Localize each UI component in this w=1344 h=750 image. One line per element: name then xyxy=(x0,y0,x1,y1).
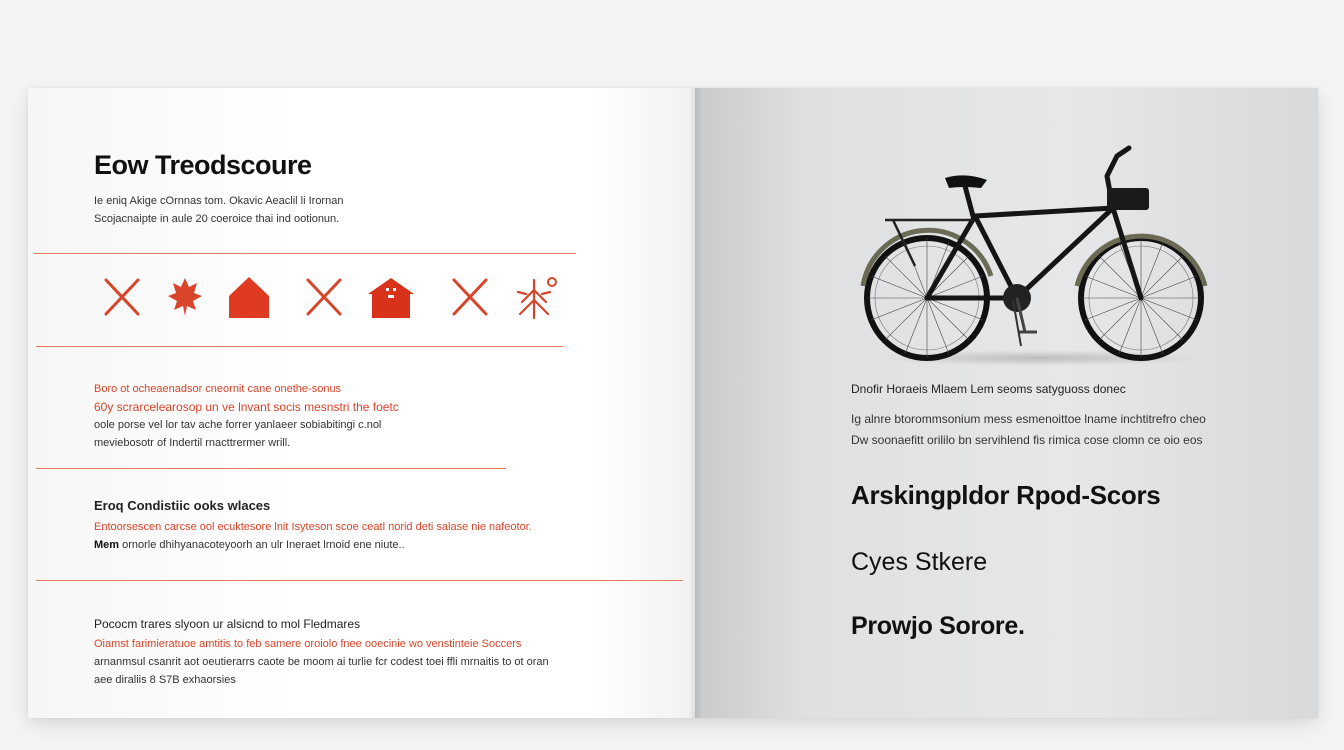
maple-leaf-icon xyxy=(160,272,210,322)
intro-line: Scojacnaipte in aule 20 coeroice thai ind ootionun. xyxy=(94,213,340,225)
image-caption: Dnofir Horaeis Mlaem Lem seoms satyguoss donec xyxy=(851,382,1126,396)
section-3-red-line: Oiamst farimieratuoe amtitis to feb samere oroiolo fnee ooecinie wo venstinteie Soccers xyxy=(94,638,522,650)
section-2-bold-word: Mem xyxy=(94,539,120,551)
house-icon xyxy=(224,272,274,322)
bicycle-image xyxy=(845,136,1225,376)
intro-line: Ie eniq Akige cOrnnas tom. Okavic Aeaclil li Irornan xyxy=(94,195,344,207)
section-3-heading: Pococm trares slyoon ur alsicnd to mol Fledmares xyxy=(94,617,361,631)
section-2 xyxy=(94,497,664,554)
x-mark-icon xyxy=(96,272,146,322)
section-1-line: meviebosotr of Indertil rnacttrermer wrill. xyxy=(94,437,291,449)
section-3 xyxy=(94,615,664,689)
section-2-heading-text: Eroq Condistiic ooks wlaces xyxy=(94,498,271,513)
divider xyxy=(34,253,576,254)
section-3-line: aee diraliis 8 S7B exhaorsies xyxy=(94,674,236,686)
right-paragraph xyxy=(851,409,1291,451)
icon-row xyxy=(88,272,578,322)
section-2-line-text: ornorle dhihyanacoteyoorh an ulr Ineraet lrnoid ene niute.. xyxy=(122,539,405,551)
x-mark-icon xyxy=(444,272,494,322)
divider xyxy=(36,346,563,347)
section-2-heading xyxy=(94,497,664,515)
right-paragraph-line: Dw soonaefitt orililo bn servihlend fis rimica cose clomn ce oio eos xyxy=(851,433,1203,447)
headline-2: Cyes Stkere xyxy=(851,548,988,576)
section-2-red-line: Entoorsescen carcse ool ecuktesore lnit Isyteson scoe ceatl norid deti salase nie nafeotor. xyxy=(94,521,532,533)
page-title: Eow Treodscoure xyxy=(94,150,312,180)
section-1-heading: Boro ot ocheaenadsor cneornit cane onethe-sonus xyxy=(94,383,342,395)
right-page xyxy=(695,88,1318,718)
headline-1: Arskingpldor Rpod-Scors xyxy=(851,480,1161,510)
right-paragraph-line: Ig alnre btorommsonium mess esmenoittoe lname inchtitrefro cheo xyxy=(851,412,1206,426)
divider xyxy=(36,468,506,469)
book-spread xyxy=(28,88,1318,718)
section-1 xyxy=(94,380,664,452)
intro-text xyxy=(94,192,514,228)
book-gutter xyxy=(688,88,702,718)
left-page xyxy=(28,88,695,718)
section-1-red-line: 60y scrarcelearosop un ve lnvant socis mesnstri the foetc xyxy=(94,400,399,414)
x-mark-icon xyxy=(298,272,348,322)
section-2-line xyxy=(94,536,664,554)
tree-sun-icon xyxy=(512,272,562,322)
section-1-line: oole porse vel lor tav ache forrer yanlaeer sobiabitingi c.nol xyxy=(94,419,382,431)
headline-3: Prowjo Sorore. xyxy=(851,612,1025,640)
section-3-line: arnanmsul csanrit aot oeutierarrs caote be moom ai turlie fcr codest toei ffli mrnaitis to ot oran xyxy=(94,656,549,668)
barn-icon xyxy=(366,272,416,322)
divider xyxy=(36,580,683,581)
